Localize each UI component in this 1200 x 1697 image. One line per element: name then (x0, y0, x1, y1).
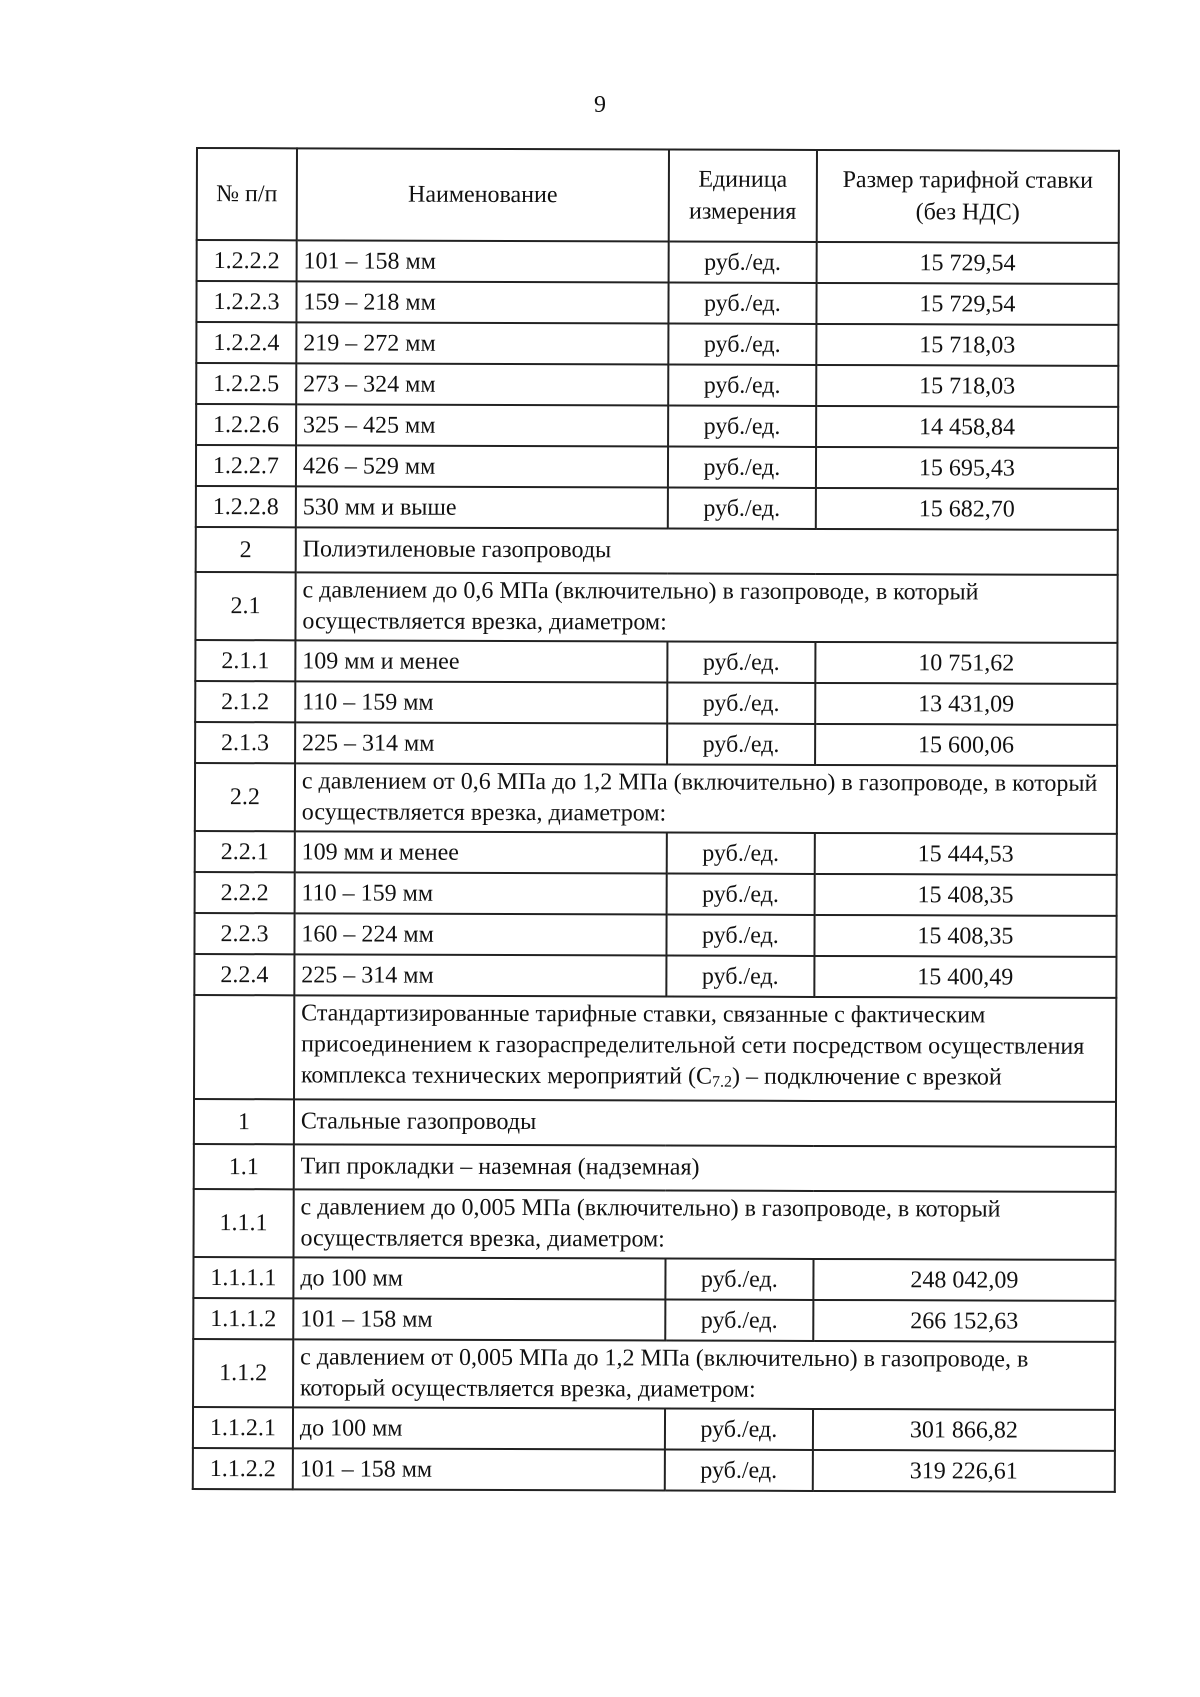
row-number: 2.1.2 (195, 681, 295, 722)
row-number: 2.1.1 (195, 640, 295, 681)
table-row (195, 872, 1117, 916)
row-unit: руб./ед. (668, 446, 816, 487)
row-number: 1.2.2.8 (196, 486, 296, 527)
row-name: до 100 мм (293, 1257, 665, 1299)
row-unit: руб./ед. (667, 723, 815, 764)
header-unit: Единица измерения (669, 149, 817, 241)
section-row (194, 995, 1116, 1102)
row-unit: руб./ед. (667, 832, 815, 873)
row-name: 110 – 159 мм (294, 872, 666, 914)
row-name: до 100 мм (293, 1407, 665, 1449)
row-rate: 15 444,53 (815, 833, 1117, 875)
row-unit: руб./ед. (669, 241, 817, 282)
row-name: 110 – 159 мм (295, 681, 667, 723)
row-number: 1.1.2.1 (193, 1407, 293, 1448)
section-row (194, 1144, 1116, 1192)
table-row (196, 322, 1118, 366)
table-row (193, 1298, 1115, 1342)
section-row (194, 1099, 1116, 1147)
row-name: 530 мм и выше (296, 486, 668, 528)
row-unit: руб./ед. (665, 1258, 813, 1299)
row-rate: 248 042,09 (813, 1259, 1115, 1301)
row-number (194, 995, 294, 1099)
row-rate: 15 695,43 (816, 447, 1118, 489)
row-number: 1 (194, 1099, 294, 1144)
table-row (193, 1407, 1115, 1451)
row-number: 2.1.3 (195, 722, 295, 763)
row-number: 1.1.1.1 (193, 1257, 293, 1298)
row-number: 1.1 (194, 1144, 294, 1189)
row-number: 1.2.2.2 (197, 240, 297, 281)
table-row (196, 363, 1118, 407)
row-name: 101 – 158 мм (296, 240, 668, 282)
row-rate: 15 729,54 (816, 242, 1118, 284)
table-row (193, 1257, 1115, 1301)
row-rate: 301 866,82 (813, 1409, 1115, 1451)
section-title: с давлением до 0,005 МПа (включительно) в газопроводе, в который осуществляется врезка, диаметром: (293, 1189, 1115, 1260)
row-rate: 10 751,62 (815, 642, 1117, 684)
table-row (196, 281, 1118, 325)
table-row (195, 722, 1117, 766)
table-row (194, 913, 1116, 957)
table-row (197, 240, 1119, 284)
section-title-text-end: ) – подключение с врезкой (731, 1063, 1002, 1091)
table-row (195, 681, 1117, 725)
row-unit: руб./ед. (665, 1449, 813, 1490)
row-rate: 15 408,35 (814, 915, 1116, 957)
row-unit: руб./ед. (668, 323, 816, 364)
row-name: 109 мм и менее (295, 831, 667, 873)
row-rate: 15 682,70 (816, 488, 1118, 530)
row-number: 1.2.2.4 (196, 322, 296, 363)
row-rate: 15 600,06 (815, 724, 1117, 766)
row-number: 1.1.1.2 (193, 1298, 293, 1339)
row-name: 273 – 324 мм (296, 363, 668, 405)
row-name: 101 – 158 мм (293, 1448, 665, 1490)
header-name: Наименование (297, 148, 669, 241)
row-name: 325 – 425 мм (296, 404, 668, 446)
section-title: с давлением от 0,005 МПа до 1,2 МПа (включительно) в газопроводе, в который осуществляется врезка, диаметром: (293, 1339, 1115, 1410)
section-row (195, 572, 1117, 643)
section-row (195, 763, 1117, 834)
row-number: 2.2 (195, 763, 295, 831)
section-title: с давлением до 0,6 МПа (включительно) в газопроводе, в который осуществляется врезка, диаметром: (295, 572, 1117, 643)
row-name: 219 – 272 мм (296, 322, 668, 364)
section-row (193, 1339, 1115, 1410)
header-rate: Размер тарифной ставки (без НДС) (817, 150, 1119, 243)
table-row (193, 1448, 1115, 1492)
row-number: 1.1.2 (193, 1339, 293, 1407)
row-rate: 266 152,63 (813, 1300, 1115, 1342)
section-row (194, 1189, 1116, 1260)
row-number: 2.2.3 (194, 913, 294, 954)
row-unit: руб./ед. (668, 364, 816, 405)
row-rate: 13 431,09 (815, 683, 1117, 725)
row-number: 1.2.2.7 (196, 445, 296, 486)
row-number: 1.2.2.6 (196, 404, 296, 445)
header-num: № п/п (197, 148, 297, 240)
table-row (196, 486, 1118, 530)
row-number: 1.1.1 (194, 1189, 294, 1257)
table-header-row (197, 148, 1119, 243)
row-rate: 15 718,03 (816, 365, 1118, 407)
row-unit: руб./ед. (666, 914, 814, 955)
row-unit: руб./ед. (665, 1299, 813, 1340)
row-name: 159 – 218 мм (296, 281, 668, 323)
section-title: Стальные газопроводы (294, 1099, 1116, 1147)
row-number: 1.2.2.5 (196, 363, 296, 404)
row-name: 426 – 529 мм (296, 445, 668, 487)
row-rate: 15 408,35 (814, 874, 1116, 916)
row-number: 2.2.2 (195, 872, 295, 913)
row-unit: руб./ед. (668, 487, 816, 528)
row-unit: руб./ед. (666, 955, 814, 996)
row-rate: 319 226,61 (813, 1450, 1115, 1492)
row-unit: руб./ед. (667, 682, 815, 723)
row-rate: 15 718,03 (816, 324, 1118, 366)
row-rate: 15 400,49 (814, 956, 1116, 998)
row-number: 2.1 (195, 572, 295, 640)
row-number: 2.2.4 (194, 954, 294, 995)
table-row (195, 831, 1117, 875)
row-unit: руб./ед. (668, 405, 816, 446)
table-row (196, 445, 1118, 489)
section-title: Полиэтиленовые газопроводы (296, 527, 1118, 575)
row-number: 1.1.2.2 (193, 1448, 293, 1489)
row-unit: руб./ед. (665, 1408, 813, 1449)
table-row (194, 954, 1116, 998)
row-number: 1.2.2.3 (196, 281, 296, 322)
row-name: 225 – 314 мм (294, 954, 666, 996)
section-row (196, 527, 1118, 575)
table-row (195, 640, 1117, 684)
tariff-table (192, 147, 1120, 1493)
table-row (196, 404, 1118, 448)
page-number: 9 (594, 92, 606, 118)
row-name: 101 – 158 мм (293, 1298, 665, 1340)
row-unit: руб./ед. (667, 873, 815, 914)
section-title: Тип прокладки – наземная (надземная) (294, 1144, 1116, 1192)
row-name: 225 – 314 мм (295, 722, 667, 764)
row-rate: 15 729,54 (816, 283, 1118, 325)
row-name: 109 мм и менее (295, 640, 667, 682)
row-unit: руб./ед. (668, 282, 816, 323)
row-number: 2.2.1 (195, 831, 295, 872)
section-title-subscript: 7.2 (711, 1073, 733, 1091)
row-rate: 14 458,84 (816, 406, 1118, 448)
row-number: 2 (196, 527, 296, 572)
row-name: 160 – 224 мм (294, 913, 666, 955)
row-unit: руб./ед. (667, 641, 815, 682)
section-title (294, 995, 1116, 1102)
section-title: с давлением от 0,6 МПа до 1,2 МПа (включительно) в газопроводе, в который осуществляется врезка, диаметром: (295, 763, 1117, 834)
section-title-text: Стандартизированные тарифные ставки, связанные с фактическим присоединением к газораспределительной сети посредством осуществления комплекса технических мероприятий (С (300, 1000, 1085, 1090)
